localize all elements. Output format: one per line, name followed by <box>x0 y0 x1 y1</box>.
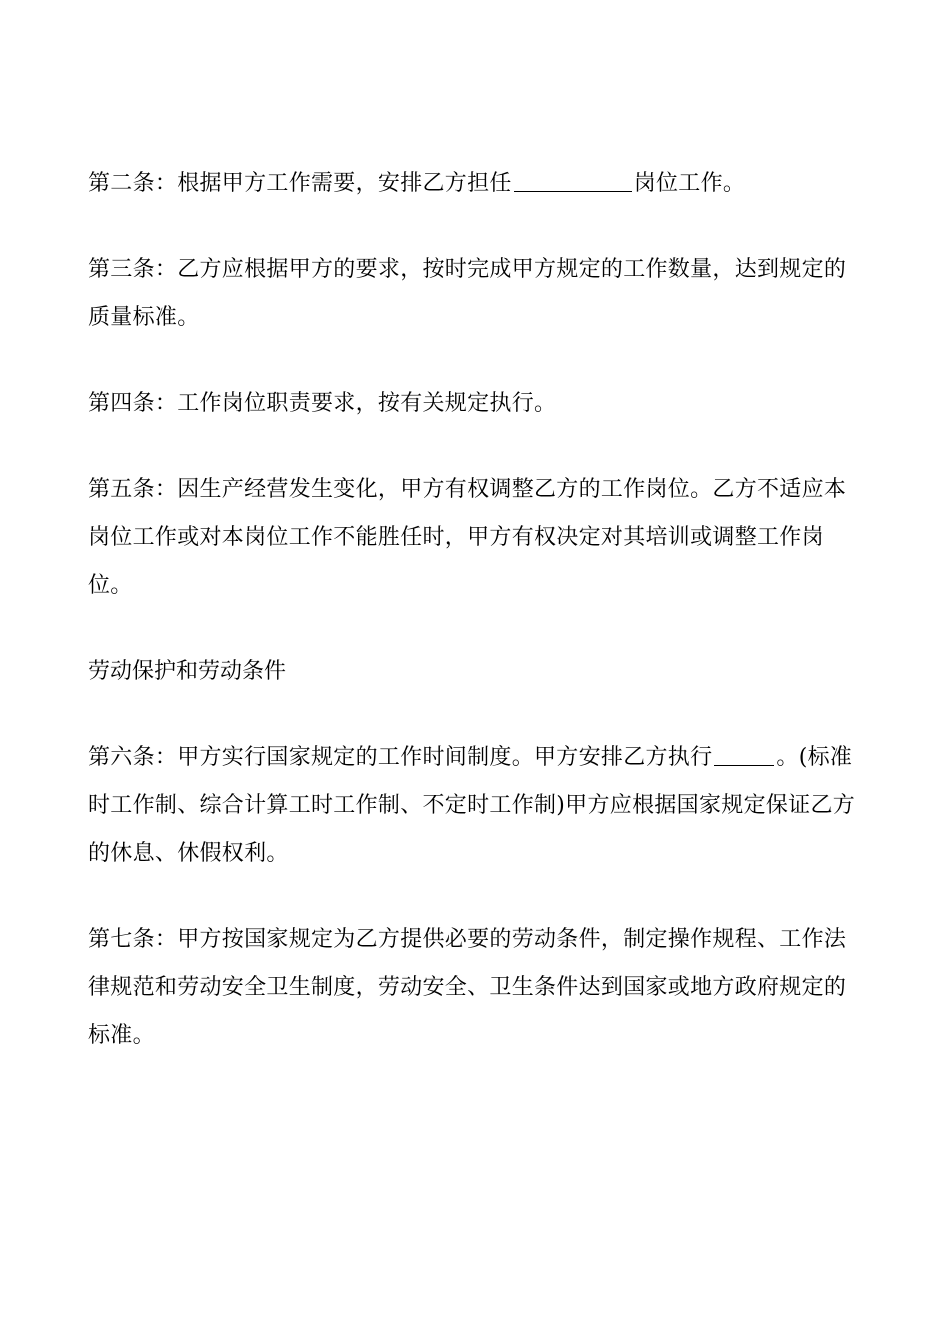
article-4: 第四条：工作岗位职责要求，按有关规定执行。 <box>88 391 557 416</box>
position-blank <box>514 167 632 192</box>
article-2-text: 第二条：根据甲方工作需要，安排乙方担任 <box>88 171 512 196</box>
section-heading: 劳动保护和劳动条件 <box>88 659 287 684</box>
article-2 <box>88 160 863 208</box>
article-3: 第三条：乙方应根据甲方的要求，按时完成甲方规定的工作数量，达到规定的质量标准。 <box>88 257 847 330</box>
article-7: 第七条：甲方按国家规定为乙方提供必要的劳动条件，制定操作规程、工作法律规范和劳动安全卫生制度，劳动安全、卫生条件达到国家或地方政府规定的标准。 <box>88 927 847 1048</box>
article-6-text: 第六条：甲方实行国家规定的工作时间制度。甲方安排乙方执行 <box>88 745 713 770</box>
work-system-blank <box>714 741 774 766</box>
article-5: 第五条：因生产经营发生变化，甲方有权调整乙方的工作岗位。乙方不适应本岗位工作或对本岗位工作不能胜任时，甲方有权决定对其培训或调整工作岗位。 <box>88 477 847 598</box>
article-6 <box>88 734 863 878</box>
article-2-suffix: 岗位工作。 <box>633 171 746 196</box>
article-6-suffix: 。(标准时工作制、综合计算工时工作制、不定时工作制)甲方应根据国家规定保证乙方的休息、休假权利。 <box>88 745 856 866</box>
document-page <box>88 160 863 1098</box>
